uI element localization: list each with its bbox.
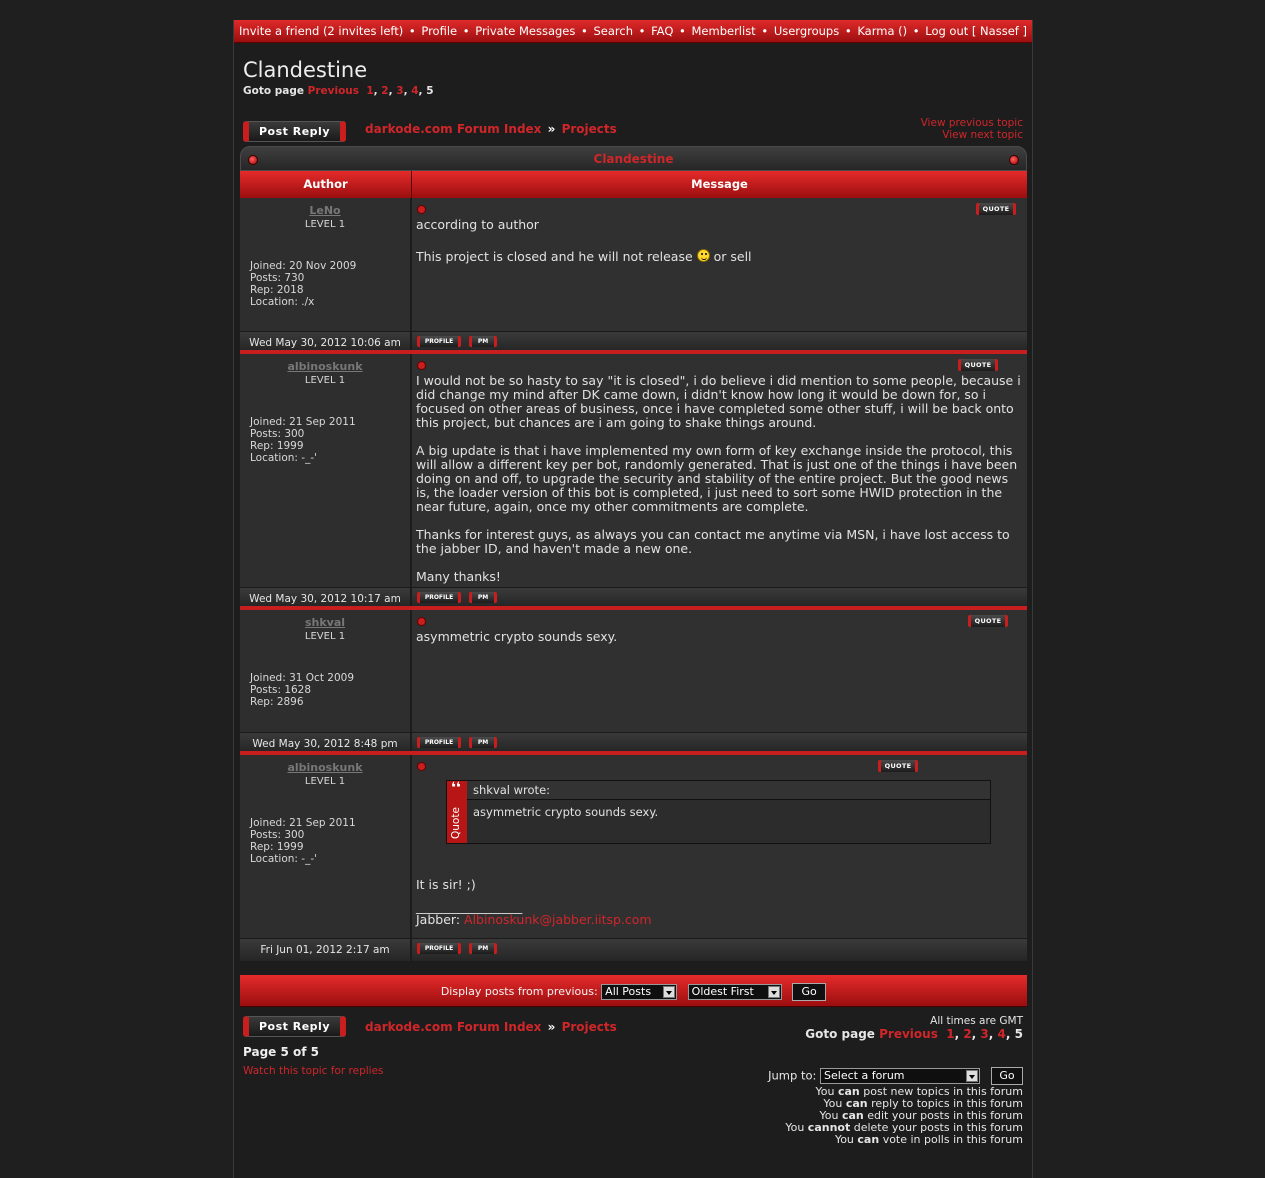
post-body <box>416 878 1023 927</box>
post-row <box>240 354 1027 588</box>
pm-button[interactable]: PM <box>469 336 497 347</box>
author-stats <box>250 416 356 464</box>
topic-table <box>240 146 1027 961</box>
post-text-line: asymmetric crypto sounds sexy. <box>416 629 618 644</box>
jump-forum-value: Select a forum <box>824 1069 905 1082</box>
post-tools <box>412 588 1027 606</box>
pagination-current: 5 <box>426 85 434 97</box>
post-message <box>412 198 1027 331</box>
author-rep: Rep: 2896 <box>250 696 304 708</box>
permission-text: vote in polls in this forum <box>882 1133 1023 1146</box>
post-reply-button-bottom[interactable]: Post Reply <box>243 1016 346 1037</box>
post-tools <box>412 733 1027 751</box>
corner-dot-icon <box>248 155 258 165</box>
post-author-panel <box>240 198 412 331</box>
post-date: Wed May 30, 2012 10:17 am <box>240 588 412 606</box>
post-marker-icon <box>418 618 425 625</box>
author-name-link[interactable]: albinoskunk <box>287 360 363 373</box>
quote-author: shkval wrote: <box>467 781 990 800</box>
post-text-line: It is sir! ;) <box>416 877 476 892</box>
post-author-panel <box>240 755 412 938</box>
quote-button[interactable]: QUOTE <box>968 615 1008 627</box>
post-marker-icon <box>418 362 425 369</box>
post-marker-icon <box>418 206 425 213</box>
author-posts: Posts: 1628 <box>250 684 312 696</box>
author-joined: Joined: 20 Nov 2009 <box>250 260 357 272</box>
post-paragraph: Thanks for interest guys, as always you can contact me anytime via MSN, i have lost access to the jabber ID, and haven't made a new one. <box>416 527 1010 556</box>
pagination-page-1[interactable]: 1 <box>946 1027 955 1041</box>
pagination-page-4[interactable]: 4 <box>997 1027 1006 1041</box>
pagination-page-2[interactable]: 2 <box>963 1027 972 1041</box>
forum-permissions <box>785 1086 1023 1146</box>
nav-faq-link[interactable]: FAQ <box>651 24 674 38</box>
post-date: Fri Jun 01, 2012 2:17 am <box>240 939 412 961</box>
permission-subject: You <box>785 1121 805 1134</box>
breadcrumb <box>365 122 617 136</box>
author-rep: Rep: 1999 <box>250 841 304 853</box>
topic-navigation <box>921 117 1023 141</box>
display-posts-label: Display posts from previous: <box>440 985 598 998</box>
post-body <box>416 374 1023 584</box>
author-level: LEVEL 1 <box>304 776 346 787</box>
breadcrumb-forum-link[interactable]: Projects <box>561 1020 617 1034</box>
post-author-panel <box>240 354 412 587</box>
column-author: Author <box>240 171 412 198</box>
post-message <box>412 354 1027 587</box>
view-next-topic-link[interactable]: View next topic <box>942 129 1023 141</box>
breadcrumb-separator: » <box>547 122 556 136</box>
profile-button[interactable]: PROFILE <box>417 737 461 748</box>
jump-go-button[interactable]: Go <box>991 1067 1023 1085</box>
permission-line <box>785 1134 1023 1146</box>
display-options-bar <box>240 975 1027 1007</box>
page-of-indicator: Page 5 of 5 <box>243 1045 319 1059</box>
page-wrapper <box>233 20 1033 1178</box>
column-message: Message <box>691 177 748 191</box>
permission-subject: You <box>834 1133 854 1146</box>
post-footer <box>240 733 1027 755</box>
bottom-pagination-block <box>805 1015 1023 1040</box>
profile-button[interactable]: PROFILE <box>417 336 461 347</box>
permission-subject: You <box>819 1109 839 1122</box>
nav-separator: • <box>912 24 920 38</box>
quote-label <box>447 781 467 843</box>
nav-separator: • <box>462 24 470 38</box>
post-tools <box>412 332 1027 350</box>
nav-karma-link[interactable]: Karma () <box>857 24 908 38</box>
post-author-panel <box>240 610 412 732</box>
post-text-line <box>416 249 1023 264</box>
permission-verb: can <box>841 1109 864 1122</box>
pagination-previous[interactable]: Previous <box>879 1027 938 1041</box>
nav-usergroups-link[interactable]: Usergroups <box>773 24 840 38</box>
author-location: Location: ./x <box>250 296 315 308</box>
jump-to-label: Jump to: <box>768 1068 817 1083</box>
pagination-page-2[interactable]: 2 <box>381 85 389 97</box>
post-footer <box>240 588 1027 610</box>
author-posts: Posts: 730 <box>250 272 305 284</box>
author-stats <box>250 672 354 708</box>
post-body <box>416 630 1023 644</box>
author-rep: Rep: 1999 <box>250 440 304 452</box>
nav-separator: • <box>638 24 646 38</box>
nav-memberlist-link[interactable]: Memberlist <box>691 24 756 38</box>
post-paragraph: I would not be so hasty to say "it is closed", i do believe i did mention to some people, because i did change my mind after DK came down, i didn't know how long it would be down for, so i focused on other areas of business, once i have completed some other stuff, i will be back onto this project, but chances are i am going to shake things around. <box>416 373 1021 430</box>
breadcrumb-forum-link[interactable]: Projects <box>561 122 617 136</box>
author-location: Location: -_-' <box>250 853 317 865</box>
quote-block <box>446 780 991 844</box>
pagination-comma: , <box>388 85 393 97</box>
author-joined: Joined: 31 Oct 2009 <box>250 672 355 684</box>
breadcrumb-index-link[interactable]: darkode.com Forum Index <box>365 122 542 136</box>
pagination-top <box>243 85 434 97</box>
author-level: LEVEL 1 <box>304 631 346 642</box>
watch-topic-link[interactable]: Watch this topic for replies <box>243 1065 384 1077</box>
author-level: LEVEL 1 <box>304 375 346 386</box>
permission-verb: can <box>845 1097 868 1110</box>
author-joined: Joined: 21 Sep 2011 <box>250 416 356 428</box>
topic-title: Clandestine <box>243 58 368 82</box>
nav-search-link[interactable]: Search <box>593 24 633 38</box>
permission-verb: cannot <box>807 1121 851 1134</box>
pagination-bottom <box>805 1028 1023 1040</box>
chevron-down-icon <box>966 1070 978 1082</box>
jump-to-block <box>768 1067 1023 1085</box>
author-rep: Rep: 2018 <box>250 284 304 296</box>
post-date: Wed May 30, 2012 8:48 pm <box>240 733 412 751</box>
author-posts: Posts: 300 <box>250 829 305 841</box>
author-name-link[interactable]: shkval <box>304 616 346 629</box>
post-message <box>412 755 1027 938</box>
nav-invite-link[interactable]: Invite a friend (2 invites left) <box>239 24 404 38</box>
permission-subject: You <box>823 1097 843 1110</box>
quote-content <box>467 781 990 843</box>
corner-dot-icon <box>1009 155 1019 165</box>
sort-order-value: Oldest First <box>691 985 754 998</box>
topic-header-link[interactable]: Clandestine <box>593 152 674 166</box>
post-text-line: according to author <box>416 217 539 232</box>
author-posts: Posts: 300 <box>250 428 305 440</box>
posts-range-select[interactable] <box>601 984 677 1000</box>
author-location: Location: -_-' <box>250 452 317 464</box>
post-marker-icon <box>418 763 425 770</box>
post-footer <box>240 332 1027 354</box>
top-navigation <box>234 20 1032 43</box>
pm-button[interactable]: PM <box>469 592 497 603</box>
chevron-down-icon <box>768 986 780 998</box>
quote-label-text: Quote <box>450 807 462 839</box>
nav-logout-link[interactable]: Log out [ Nassef ] <box>925 24 1027 38</box>
pagination-comma: , <box>954 1027 960 1041</box>
quote-button[interactable]: QUOTE <box>878 760 918 772</box>
pm-button[interactable]: PM <box>469 943 497 954</box>
pagination-label: Goto page <box>243 85 304 97</box>
author-stats <box>250 817 356 865</box>
pagination-comma: , <box>373 85 378 97</box>
permission-verb: can <box>857 1133 880 1146</box>
post-row <box>240 755 1027 939</box>
pagination-page-3[interactable]: 3 <box>396 85 404 97</box>
quote-button[interactable]: QUOTE <box>976 203 1016 215</box>
post-reply-button[interactable]: Post Reply <box>243 121 346 142</box>
chevron-down-icon <box>663 986 675 998</box>
timezone-note: All times are GMT <box>930 1015 1023 1027</box>
pagination-page-4[interactable]: 4 <box>411 85 419 97</box>
post-text-fragment: This project is closed and he will not release <box>416 249 693 264</box>
pagination-comma: , <box>418 85 423 97</box>
pagination-page-1[interactable]: 1 <box>366 85 374 97</box>
signature-line <box>416 913 1023 927</box>
breadcrumb-separator: » <box>547 1020 556 1034</box>
quote-marks-icon: ❛❛ <box>451 780 461 796</box>
profile-button[interactable]: PROFILE <box>417 592 461 603</box>
column-headers <box>240 171 1027 198</box>
author-joined: Joined: 21 Sep 2011 <box>250 817 356 829</box>
topic-header <box>240 146 1027 171</box>
post-paragraph: Many thanks! <box>416 569 501 584</box>
profile-button[interactable]: PROFILE <box>417 943 461 954</box>
display-options <box>240 983 1027 1001</box>
nav-separator: • <box>581 24 588 38</box>
nav-separator: • <box>408 24 416 38</box>
nav-separator: • <box>844 24 852 38</box>
jabber-label: Jabber: <box>416 912 461 927</box>
post-tools <box>412 939 1027 961</box>
pagination-comma: , <box>403 85 408 97</box>
smiley-icon <box>697 249 710 262</box>
nav-separator: • <box>761 24 769 38</box>
display-go-button[interactable]: Go <box>792 983 826 1001</box>
nav-profile-link[interactable]: Profile <box>421 24 458 38</box>
breadcrumb-index-link[interactable]: darkode.com Forum Index <box>365 1020 542 1034</box>
signature-rule: _________________ <box>416 899 523 914</box>
posts-range-value: All Posts <box>605 985 652 998</box>
breadcrumb-bottom <box>365 1020 617 1034</box>
pagination-comma: , <box>971 1027 977 1041</box>
author-stats <box>250 260 356 308</box>
jump-forum-select[interactable] <box>820 1068 980 1084</box>
permission-subject: You <box>815 1085 835 1098</box>
nav-separator: • <box>679 24 686 38</box>
pm-button[interactable]: PM <box>469 737 497 748</box>
pagination-current: 5 <box>1014 1027 1023 1041</box>
post-body <box>416 218 1023 264</box>
permission-text: reply to topics in this forum <box>871 1097 1023 1110</box>
jabber-link[interactable]: Albinoskunk@jabber.iitsp.com <box>464 912 652 927</box>
pagination-comma: , <box>1005 1027 1011 1041</box>
nav-private-messages-link[interactable]: Private Messages <box>475 24 576 38</box>
author-name-link[interactable]: albinoskunk <box>287 761 363 774</box>
pagination-label: Goto page <box>805 1027 875 1041</box>
author-level: LEVEL 1 <box>304 219 346 230</box>
post-date: Wed May 30, 2012 10:06 am <box>240 332 412 350</box>
pagination-page-3[interactable]: 3 <box>980 1027 989 1041</box>
pagination-previous[interactable]: Previous <box>307 85 360 97</box>
post-text-fragment: or sell <box>713 249 752 264</box>
permission-text: delete your posts in this forum <box>853 1121 1023 1134</box>
view-previous-topic-link[interactable]: View previous topic <box>920 117 1023 129</box>
quote-button[interactable]: QUOTE <box>958 359 998 371</box>
permission-text: post new topics in this forum <box>863 1085 1023 1098</box>
post-paragraph: A big update is that i have implemented my own form of key exchange inside the protocol, this will allow a different key per bot, randomly generated. That is just one of the things i have been doing on and off, to upgrade the security and stability of the entire project. But the good news is, the loader version of this bot is completed, i just need to sort some HWID protection in the near future, again, once my other commitments are complete. <box>416 443 1018 514</box>
post-footer <box>240 939 1027 961</box>
permission-verb: can <box>837 1085 860 1098</box>
post-row <box>240 610 1027 733</box>
quote-text: asymmetric crypto sounds sexy. <box>473 805 659 819</box>
sort-order-select[interactable] <box>688 984 782 1000</box>
pagination-comma: , <box>988 1027 994 1041</box>
post-row <box>240 198 1027 332</box>
permission-text: edit your posts in this forum <box>867 1109 1023 1122</box>
author-name-link[interactable]: LeNo <box>309 204 341 217</box>
post-message <box>412 610 1027 732</box>
